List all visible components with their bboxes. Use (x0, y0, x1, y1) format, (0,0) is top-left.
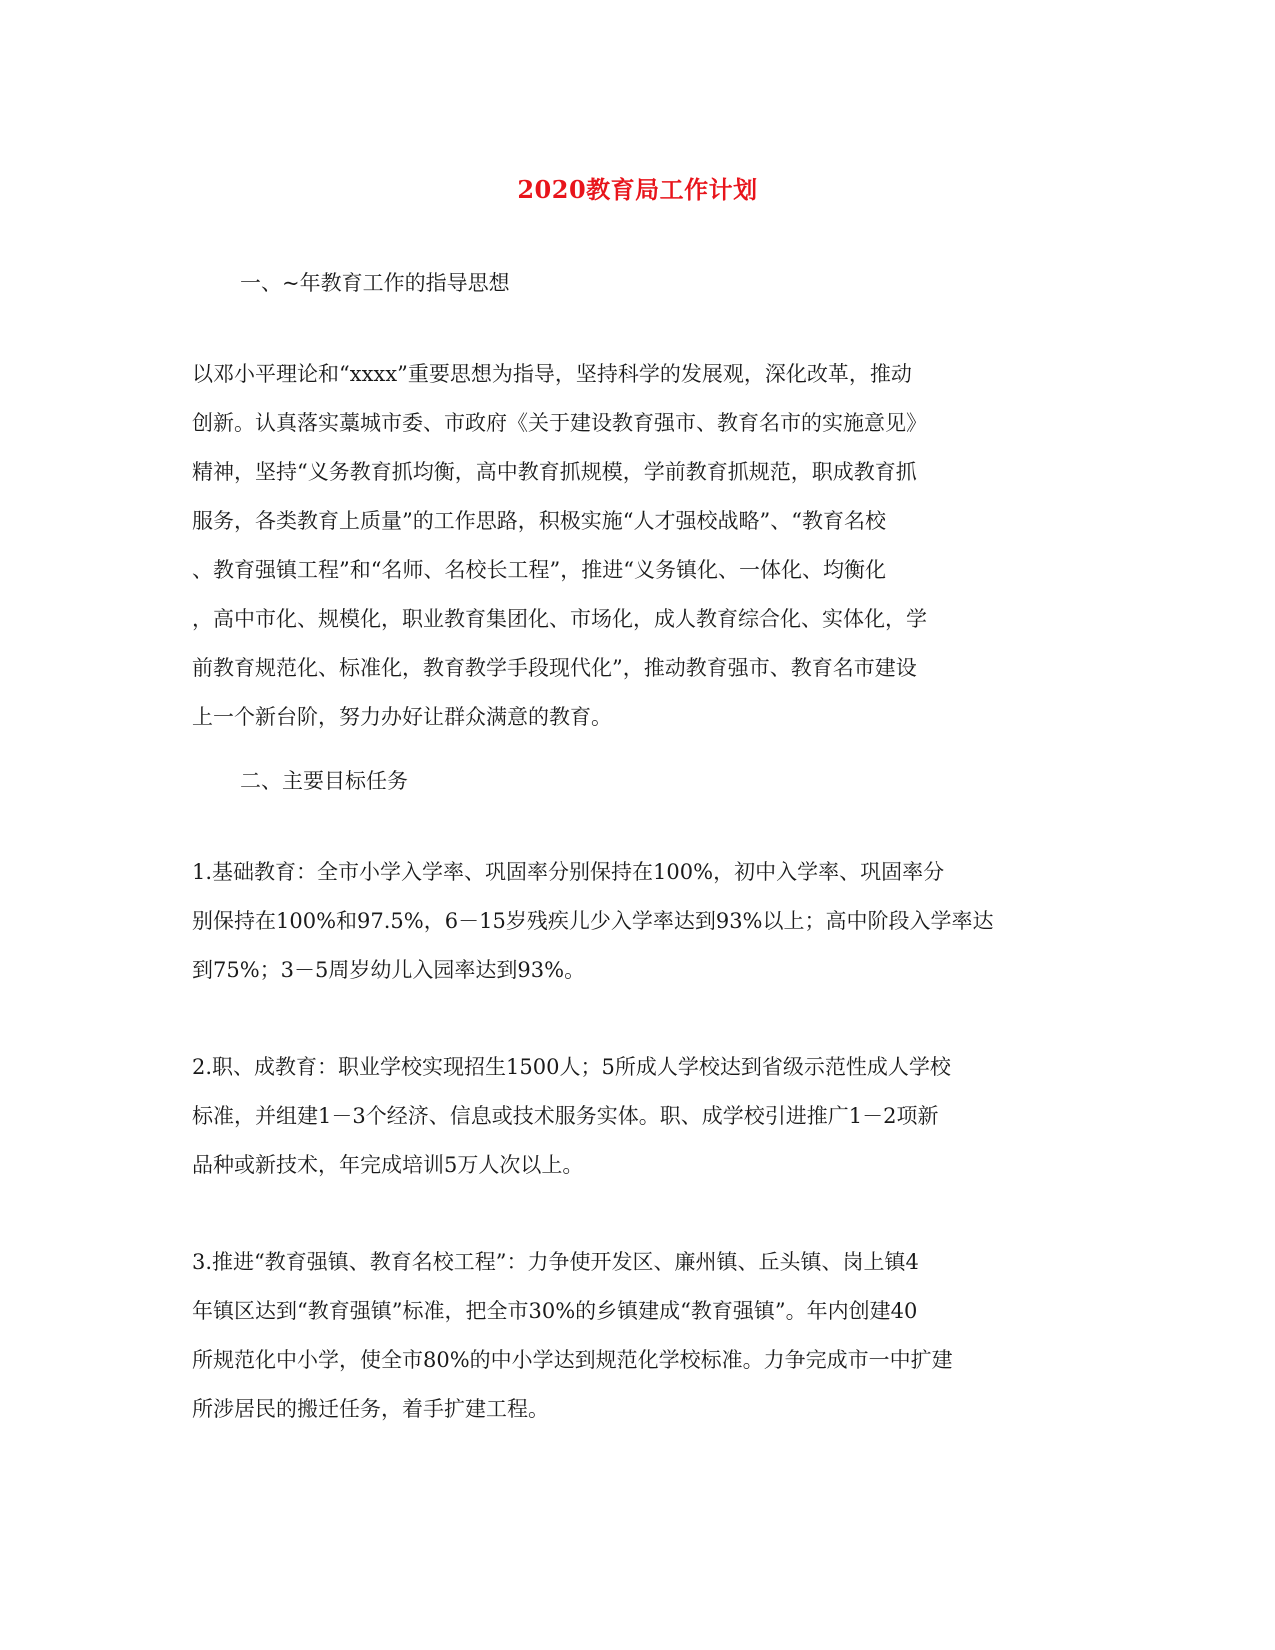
paragraph-line: 2.职、成教育：职业学校实现招生1500人；5所成人学校达到省级示范性成人学校 (192, 1055, 951, 1079)
paragraph-line: 标准，并组建1－3个经济、信息或技术服务实体。职、成学校引进推广1－2项新 (192, 1104, 939, 1128)
paragraph-line: 年镇区达到“教育强镇”标准，把全市30%的乡镇建成“教育强镇”。年内创建40 (192, 1299, 918, 1323)
paragraph-basic-education (192, 848, 1072, 995)
paragraph-line: 3.推进“教育强镇、教育名校工程”：力争使开发区、廉州镇、丘头镇、岗上镇4 (192, 1250, 919, 1274)
paragraph-line: 所规范化中小学，使全市80%的中小学达到规范化学校标准。力争完成市一中扩建 (192, 1348, 953, 1372)
paragraph-line: 上一个新台阶，努力办好让群众满意的教育。 (192, 705, 612, 729)
paragraph-strong-towns-project (192, 1238, 1072, 1434)
paragraph-line: 到75%；3－5周岁幼儿入园率达到93%。 (192, 958, 586, 982)
paragraph-line: 精神，坚持“义务教育抓均衡，高中教育抓规模，学前教育抓规范，职成教育抓 (192, 460, 917, 484)
paragraph-vocational-education (192, 1043, 1072, 1190)
paragraph-line: 创新。认真落实藁城市委、市政府《关于建设教育强市、教育名市的实施意见》 (192, 411, 927, 435)
paragraph-line: ，高中市化、规模化，职业教育集团化、市场化，成人教育综合化、实体化，学 (192, 607, 927, 631)
paragraph-line: 服务，各类教育上质量”的工作思路，积极实施“人才强校战略”、“教育名校 (192, 509, 886, 533)
paragraph-guiding-ideology (192, 350, 1072, 742)
paragraph-line: 前教育规范化、标准化，教育教学手段现代化”，推动教育强市、教育名市建设 (192, 656, 917, 680)
section-heading-main-goals: 二、主要目标任务 (240, 769, 408, 793)
document-title: 2020教育局工作计划 (517, 175, 758, 204)
paragraph-line: 别保持在100%和97.5%，6－15岁残疾儿少入学率达到93%以上；高中阶段入学率达 (192, 909, 994, 933)
paragraph-line: 品种或新技术，年完成培训5万人次以上。 (192, 1153, 584, 1177)
paragraph-line: 以邓小平理论和“xxxx”重要思想为指导，坚持科学的发展观，深化改革，推动 (192, 362, 912, 386)
paragraph-line: 所涉居民的搬迁任务，着手扩建工程。 (192, 1397, 549, 1421)
paragraph-line: 1.基础教育：全市小学入学率、巩固率分别保持在100%，初中入学率、巩固率分 (192, 860, 945, 884)
section-heading-guiding-ideology: 一、~年教育工作的指导思想 (240, 271, 510, 295)
paragraph-line: 、教育强镇工程”和“名师、名校长工程”，推进“义务镇化、一体化、均衡化 (192, 558, 886, 582)
